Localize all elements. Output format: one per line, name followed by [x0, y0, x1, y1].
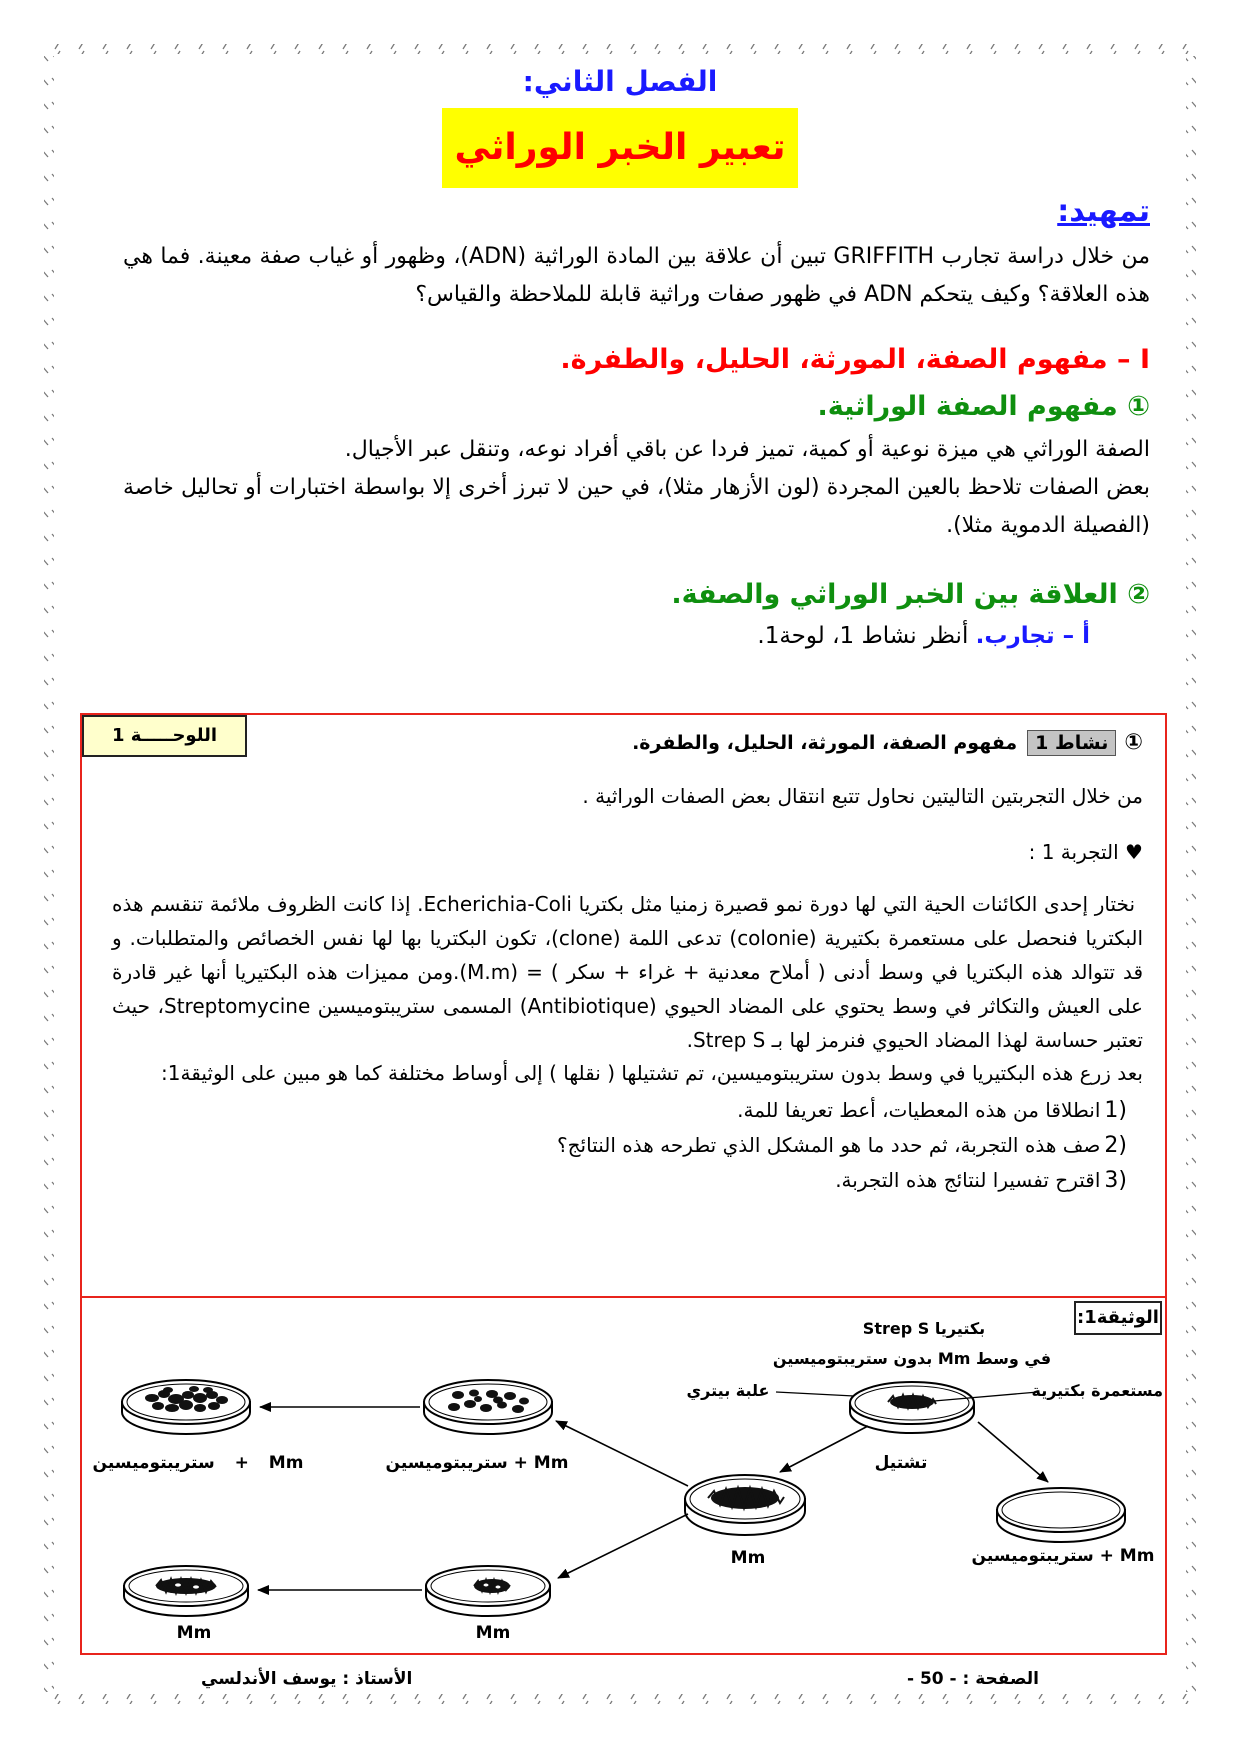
banner-wrapper: [0, 108, 1240, 188]
label-medium: في وسط Mm بدون ستريبتوميسين: [772, 1349, 1052, 1368]
border-right: [1186, 56, 1196, 1692]
question-number: 3): [1104, 1168, 1127, 1193]
experiment-1-procedure: بعد زرع هذه البكتيريا في وسط بدون ستريبتوميسين، تم تشتيلها ( نقلها ) إلى أوساط مختلفة كما هو مبين على الوثيقة1:: [161, 1061, 1143, 1085]
question-item: [112, 1128, 1127, 1163]
board-1-box: [80, 713, 1167, 1298]
question-text: اقترح تفسيرا لنتائج هذه التجربة.: [835, 1168, 1101, 1192]
colony-lower-left: [156, 1578, 216, 1594]
petri-dish-source: [850, 1382, 974, 1433]
pointer-petri-dish: [776, 1392, 854, 1396]
label-bacteria: بكتيريا Strep S: [862, 1319, 986, 1338]
border-bottom: [48, 1694, 1192, 1704]
label-transfer: تشتيل: [874, 1453, 928, 1473]
question-number: 2): [1104, 1133, 1127, 1158]
footer-teacher: الأستاذ : يوسف الأندلسي: [201, 1669, 413, 1689]
petri-dish-streptomycin-empty: [997, 1488, 1125, 1542]
main-column: [123, 190, 1150, 655]
experiment-1-description: نختار إحدى الكائنات الحية التي لها دورة نمو قصيرة زمنيا مثل بكتريا Echerichia-Coli. إذا كانت الظروف ملائمة تنقسم هذه البكتريا فنحصل على مستعمرة بكتيرية (colonie) تدعى اللمة (clone)، تكون البكتريا بها لها نفس الخصائص والمتطلبات. و قد تتوالد هذه البكتريا في وسط أدنى ( أملاح معدنية + غراء + سكر ) = (M.m).ومن مميزات هذه البكتيريا أنها غير قادرة على العيش والتكاثر في وسط يحتوي على المضاد الحيوي (Antibiotique) المسمى ستريبتوميسين Streptomycine، حيث تعتبر حساسة لهذا المضاد الحيوي فنرمز لها بـ Strep S.: [112, 892, 1143, 1052]
colony-lower-middle: [474, 1579, 510, 1593]
board-intro: من خلال التجربتين التاليتين نحاول تتبع انتقال بعض الصفات الوراثية .: [582, 784, 1143, 808]
label-colony: مستعمرة بكتيرية: [1031, 1381, 1163, 1400]
question-text: انطلاقا من هذه المعطيات، أعط تعريفا للمة.: [737, 1098, 1101, 1122]
intro-paragraph: من خلال دراسة تجارب GRIFFITH تبين أن علاقة بين المادة الوراثية (ADN)، وظهور أو غياب صفة معينة. فما هي هذه العلاقة؟ وكيف يتحكم ADN في ظهور صفات وراثية قابلة للملاحظة والقياس؟: [123, 244, 1150, 307]
board-content: [112, 781, 1143, 1198]
activity-title: مفهوم الصفة، المورثة، الحليل، والطفرة.: [632, 732, 1018, 754]
footer-page-number: الصفحة : - 50 -: [906, 1669, 1039, 1689]
experiment-1-title: ♥ التجربة 1 :: [1028, 840, 1143, 864]
trait-observation-paragraph: بعض الصفات تلاحظ بالعين المجردة (لون الأزهار مثلا)، في حين لا تبرز أخرى إلا بواسطة اختبارات أو تحاليل خاصة (الفصيلة الدموية مثلا).: [123, 475, 1150, 538]
subsection-1-title: ① مفهوم الصفة الوراثية.: [817, 391, 1150, 422]
question-number: 1): [1104, 1098, 1127, 1123]
petri-dish-upper-middle: [424, 1380, 552, 1434]
petri-dish-center-mm: [685, 1475, 805, 1535]
arrow-source-to-right: [978, 1422, 1048, 1482]
item-a: [123, 617, 1090, 655]
intro-heading: تمهيد:: [1057, 194, 1150, 229]
activity-badge: نشاط 1: [1027, 730, 1116, 756]
questions-list: [112, 1093, 1143, 1198]
board-label: اللوحـــــة 1: [82, 715, 247, 757]
label-upper-left-dish: Mm + ستريبتوميسين: [92, 1453, 304, 1473]
section-1-title: I – مفهوم الصفة، المورثة، الحليل، والطفرة.: [560, 344, 1150, 375]
question-item: [112, 1163, 1127, 1198]
petri-dish-upper-left: [122, 1380, 250, 1434]
document-label: الوثيقة1:: [1074, 1301, 1162, 1335]
lesson-title-banner: تعبير الخبر الوراثي: [442, 108, 797, 188]
petri-dish-lower-middle: [426, 1566, 550, 1616]
item-a-label: أ – تجارب.: [975, 623, 1090, 649]
trait-definition-paragraph: الصفة الوراثي هي ميزة نوعية أو كمية، تميز فردا عن باقي أفراد نوعه، وتنقل عبر الأجيال.: [344, 437, 1150, 462]
question-text: صف هذه التجربة، ثم حدد ما هو المشكل الذي تطرحه هذه النتائج؟: [556, 1133, 1101, 1157]
label-right-dish: Mm + ستريبتوميسين: [971, 1546, 1155, 1566]
border-top: [48, 44, 1192, 54]
label-center-dish: Mm: [730, 1548, 766, 1568]
label-lower-left-dish: Mm: [176, 1623, 212, 1643]
question-item: [112, 1093, 1127, 1128]
document-1-box: [80, 1296, 1167, 1655]
subsection-2-title: ② العلاقة بين الخبر الوراثي والصفة.: [671, 579, 1150, 610]
label-lower-middle-dish: Mm: [475, 1623, 511, 1643]
chapter-title: الفصل الثاني:: [522, 65, 718, 98]
petri-dish-lower-left: [124, 1566, 248, 1616]
label-upper-middle-dish: Mm + ستريبتوميسين: [385, 1453, 569, 1473]
activity-number: ①: [1124, 730, 1143, 755]
arrow-center-to-lower-middle: [558, 1514, 688, 1578]
item-a-text: أنظر نشاط 1، لوحة1.: [757, 623, 976, 649]
label-petri-dish: علبة بيتري: [686, 1381, 770, 1400]
activity-header: [632, 727, 1143, 759]
border-left: [44, 56, 54, 1692]
